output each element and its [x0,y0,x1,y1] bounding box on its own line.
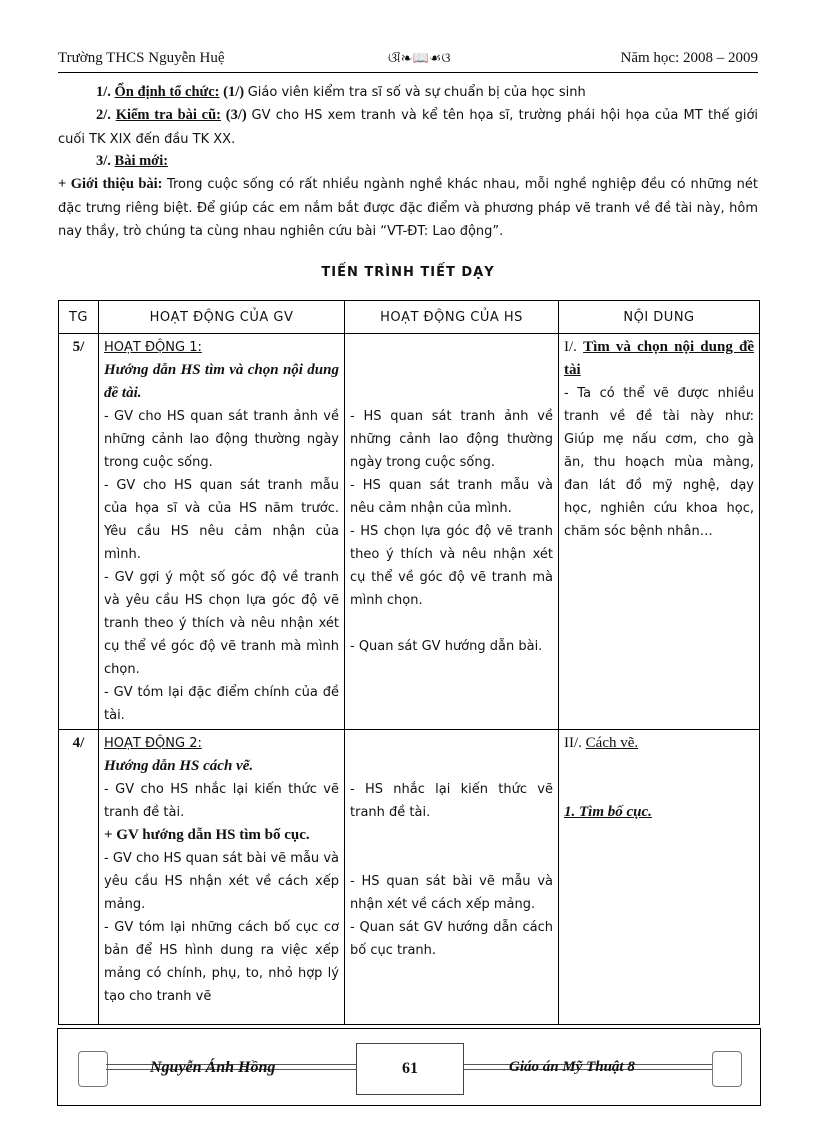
hs-item: - HS nhắc lại kiến thức vẽ tranh đề tài. [350,782,553,820]
table-header-row [59,301,760,334]
hs-cell [345,730,559,1025]
spacer [350,824,553,870]
page-footer [57,1028,761,1106]
gv-bold-item: + GV hướng dẫn HS tìm bố cục. [104,827,310,843]
activity-heading: HOẠT ĐỘNG 2: [104,736,202,751]
col-header-gv: HOẠT ĐỘNG CỦA GV [99,301,345,334]
content-cell [559,334,760,730]
hs-cell [345,334,559,730]
section-1-time: (1/) [223,84,245,100]
intro-paragraph [58,173,758,244]
spacer [350,336,553,405]
section-2-text: GV cho HS xem tranh và kể tên họa sĩ, trường phái hội họa của MT thế giới cuối TK XIX đến đầu TK XX. [58,108,759,147]
gv-cell [99,730,345,1025]
page-number: 61 [356,1043,464,1095]
spacer [350,732,553,778]
school-name: Trường THCS Nguyễn Huệ [58,50,225,66]
content-heading [564,732,754,755]
spacer [564,755,754,801]
section-3-number: 3/. [96,153,111,169]
section-2-time: (3/) [225,107,247,123]
gv-item: - GV cho HS quan sát tranh ảnh về những cảnh lao động thường ngày trong cuộc sống. [104,409,339,470]
section-2-number: 2/. [96,107,111,123]
content-cell [559,730,760,1025]
hs-item: - Quan sát GV hướng dẫn cách bố cục tranh. [350,920,553,958]
time-cell [59,730,99,1025]
page-header [58,50,758,73]
gv-item: - GV tóm lại những cách bố cục cơ bản để HS hình dung ra việc xếp mảng có chính, phụ, to, nhỏ hợp lý tạo cho tranh vẽ [104,920,339,1004]
hs-item: - Quan sát GV hướng dẫn bài. [350,639,543,654]
col-header-tg: TG [59,301,99,334]
gv-item: - GV cho HS nhắc lại kiến thức vẽ tranh đề tài. [104,782,339,820]
section-2-label: Kiểm tra bài cũ: [115,107,222,123]
section-3-label: Bài mới: [114,153,169,169]
header-ornament: ଔ❧📖☙ଓ [388,50,452,65]
lesson-table [58,300,760,1025]
content-heading-text: Cách vẽ. [585,735,639,751]
gv-cell [99,334,345,730]
gv-item: - GV tóm lại đặc điểm chính của đề tài. [104,685,339,723]
table-row [59,334,760,730]
section-3 [58,150,758,173]
section-1 [58,81,758,105]
gv-item: - GV cho HS quan sát bài vẽ mẫu và yêu cầu HS nhận xét về cách xếp mảng. [104,851,339,912]
school-year: Năm học: 2008 – 2009 [620,50,758,66]
content-heading-number: II/. [564,735,582,751]
activity-subtitle: Hướng dẫn HS tìm và chọn nội dung đề tài. [104,362,339,401]
content-heading [564,336,754,382]
gv-item: - GV cho HS quan sát tranh mẫu của họa sĩ và của HS năm trước. Yêu cầu HS nêu cảm nhận của mình. [104,478,339,562]
section-2 [58,104,758,151]
footer-author: Nguyễn Ánh Hồng [150,1059,276,1076]
time-cell [59,334,99,730]
intro-text: Trong cuộc sống có rất nhiều ngành nghề khác nhau, mỗi nghề nghiệp đều có những nét đặc trưng riêng biệt. Để giúp các em nắm bắt được đặc điểm và phương pháp vẽ tranh về đề tài này, hôm nay thầy, trò chúng ta cùng nhau nghiên cứu bài “VT-ĐT: Lao động”. [58,177,758,239]
section-1-label: Ổn định tổ chức: [114,84,220,100]
content-heading-number: I/. [564,339,577,355]
section-1-text: Giáo viên kiểm tra sĩ số và sự chuẩn bị của học sinh [247,85,586,100]
scroll-right-icon [712,1051,742,1087]
time-value: 5/ [72,339,85,355]
hs-item: - HS chọn lựa góc độ vẽ tranh theo ý thích và nêu nhận xét cụ thể về góc độ vẽ tranh mà mình chọn. [350,524,553,608]
hs-item: - HS quan sát tranh ảnh về những cảnh lao động thường ngày trong cuộc sống. [350,409,553,470]
table-title: TIẾN TRÌNH TIẾT DẠY [321,265,495,280]
activity-heading: HOẠT ĐỘNG 1: [104,340,202,355]
gv-item: - GV gợi ý một số góc độ về tranh và yêu cầu HS chọn lựa góc độ vẽ tranh theo ý thích và nêu nhận xét cụ thể về góc độ vẽ tranh mà mình chọn. [104,570,339,677]
footer-banner [58,1039,760,1095]
activity-subtitle: Hướng dẫn HS cách vẽ. [104,758,254,774]
content-text: - Ta có thể vẽ được nhiều tranh về đề tài này như: Giúp mẹ nấu cơm, cho gà ăn, thu hoạch mùa màng, đan lát đồ mỹ nghệ, dạy học, nghiên cứu khoa học, chăm sóc bệnh nhân… [564,386,754,539]
content-subheading: 1. Tìm bố cục. [564,804,652,820]
table-row [59,730,760,1025]
time-value: 4/ [72,735,85,751]
hs-item: - HS quan sát bài vẽ mẫu và nhận xét về cách xếp mảng. [350,874,553,912]
hs-item: - HS quan sát tranh mẫu và nêu cảm nhận của mình. [350,478,553,516]
col-header-nd: NỘI DUNG [559,301,760,334]
content-heading-text: Tìm và chọn nội dung đề tài [564,339,754,378]
scroll-left-icon [78,1051,108,1087]
col-header-hs: HOẠT ĐỘNG CỦA HS [345,301,559,334]
intro-label: + Giới thiệu bài: [58,176,163,192]
footer-subject: Giáo án Mỹ Thuật 8 [509,1059,635,1075]
section-1-number: 1/. [96,84,111,100]
